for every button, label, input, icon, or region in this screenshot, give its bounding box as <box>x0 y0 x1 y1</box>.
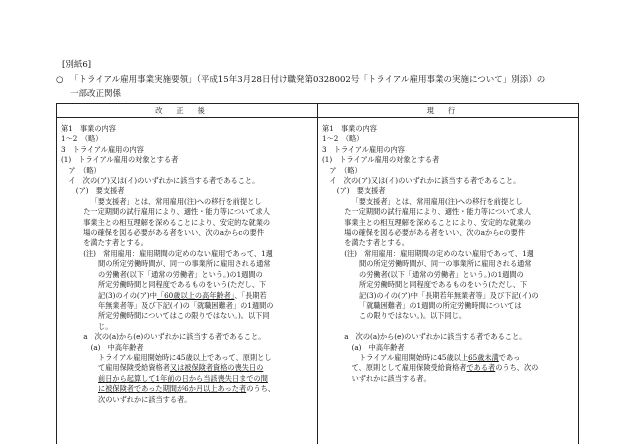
line-text: ア （略） <box>329 166 361 175</box>
header-current: 現行 <box>318 104 579 118</box>
line-text: 場の確保を図る必要がある者をいい、次のaからcの要件 <box>83 228 264 237</box>
left-line <box>61 249 313 259</box>
right-line <box>322 186 574 196</box>
right-line <box>322 238 574 248</box>
left-line <box>61 291 313 301</box>
right-line <box>322 332 574 342</box>
left-line <box>61 228 313 238</box>
heading-line-1: 「トライアル雇用事業実施要領」（平成15年3月28日付け職発第0328002号「トライアル雇用事業の実施について」別添）の <box>70 75 545 85</box>
circle-bullet: ○ <box>56 73 70 87</box>
line-text: 第1 事業の内容 <box>322 124 377 133</box>
right-line <box>322 280 574 290</box>
left-line <box>61 134 313 144</box>
right-line <box>322 155 574 165</box>
line-text: 記(3)のイの(ア)中「長期若年無業者等」及び下記(イ)の <box>359 291 539 300</box>
line-text: を満たす者とする。 <box>83 238 148 247</box>
line-text: であっ <box>499 353 521 362</box>
left-line <box>61 197 313 207</box>
line-text: た一定期間の試行雇用により、適性・能力等について求人 <box>83 207 270 216</box>
left-line <box>61 395 313 405</box>
header-revised: 改正後 <box>57 104 318 118</box>
line-text: イ 次の(ア)又は(イ)のいずれかに該当する者であること。 <box>68 176 259 185</box>
line-text: のうち、 <box>246 384 275 393</box>
left-line <box>61 332 313 342</box>
left-line <box>61 343 313 353</box>
line-text: 事業主との相互理解を深めることにより、安定的な就業の <box>83 218 270 227</box>
line-text: 所定労働時間と同程度であるものをいう(ただし、下 <box>98 280 266 289</box>
left-line <box>61 322 313 332</box>
left-line <box>61 238 313 248</box>
line-text: 3 トライアル雇用の内容 <box>61 145 144 154</box>
line-text: トライアル雇用開始時に45歳以上であって、原則とし <box>98 353 272 362</box>
line-text: て雇用保険受給資格者 <box>98 363 170 372</box>
line-text: 事業主との相互理解を深めることにより、安定的な就業の <box>344 218 531 227</box>
line-text: (1) トライアル雇用の対象とする者 <box>322 155 439 164</box>
section-heading <box>56 73 576 101</box>
line-text: a 次の(a)から(e)のいずれかに該当する者であること。 <box>83 332 265 341</box>
left-line <box>61 124 313 134</box>
line-text: 所定労働時間についてはこの限りではない。)。以下同 <box>98 311 270 320</box>
right-line <box>322 228 574 238</box>
line-text: じ。 <box>98 322 112 331</box>
line-text: イ 次の(ア)又は(イ)のいずれかに該当する者であること。 <box>329 176 520 185</box>
line-text: 1～2 （略） <box>61 134 102 143</box>
right-line <box>322 322 574 332</box>
right-line <box>322 145 574 155</box>
line-text: この限りではない。)。以下同じ。 <box>359 311 466 320</box>
line-text: 所定労働時間と同程度であるものをいう(ただし、下 <box>359 280 527 289</box>
left-line <box>61 218 313 228</box>
line-text: 「就職困難者」の1週間の所定労働時間については <box>359 301 522 310</box>
line-text: を満たす者とする。 <box>344 238 409 247</box>
left-line <box>61 270 313 280</box>
right-line <box>322 363 574 373</box>
left-line <box>61 280 313 290</box>
left-line <box>61 186 313 196</box>
line-text: 記(3)のイの(ア)中 <box>98 291 157 300</box>
line-text: いずれかに該当する者。 <box>352 374 431 383</box>
current-column <box>318 118 579 444</box>
left-line <box>61 311 313 321</box>
line-text: (注) 常用雇用：雇用期間の定めのない雇用であって、1週 <box>83 249 273 258</box>
heading-line-2: 一部改正関係 <box>56 87 576 101</box>
line-text: (ア) 要支援者 <box>337 186 386 195</box>
line-text: 場の確保を図る必要がある者をいい、次のaからcの要件 <box>344 228 525 237</box>
right-line <box>322 301 574 311</box>
right-line <box>322 343 574 353</box>
underlined-change: 又は被保険者資格の喪失日の <box>170 363 263 372</box>
left-line <box>61 155 313 165</box>
underlined-change: 「60歳以上の高年齢者」 <box>157 291 234 300</box>
line-text: (a) 中高年齢者 <box>91 343 144 352</box>
line-text: 間の所定労働時間が、同一の事業所に雇用される通常 <box>359 259 532 268</box>
left-line <box>61 166 313 176</box>
right-line <box>322 311 574 321</box>
left-line <box>61 207 313 217</box>
right-line <box>322 134 574 144</box>
underlined-change: 65歳未満 <box>468 353 499 362</box>
line-text: て、原則として雇用保険受給資格者 <box>352 363 467 372</box>
line-text: ア （略） <box>68 166 100 175</box>
line-text: (ア) 要支援者 <box>76 186 125 195</box>
right-line <box>322 218 574 228</box>
line-text: 年無業者等」及び下記(イ)の「就職困難者」の1週間の <box>98 301 274 310</box>
underlined-change: 前日から起算して1年前の日から当該喪失日までの間 <box>98 374 268 383</box>
left-line <box>61 353 313 363</box>
right-line <box>322 166 574 176</box>
right-line <box>322 176 574 186</box>
line-text: 、「長期若 <box>234 291 266 300</box>
left-line <box>61 384 313 394</box>
left-line <box>61 176 313 186</box>
left-line <box>61 259 313 269</box>
right-line <box>322 353 574 363</box>
appendix-label: [別紙6] <box>62 58 91 70</box>
line-text: 間の所定労働時間が、同一の事業所に雇用される通常 <box>98 259 271 268</box>
line-text: の労働者(以下「通常の労働者」という。)の1週間の <box>359 270 524 279</box>
left-line <box>61 374 313 384</box>
left-line <box>61 145 313 155</box>
line-text: 第1 事業の内容 <box>61 124 116 133</box>
line-text: の労働者(以下「通常の労働者」という。)の1週間の <box>98 270 263 279</box>
right-line <box>322 291 574 301</box>
right-line <box>322 124 574 134</box>
right-line <box>322 207 574 217</box>
left-line <box>61 301 313 311</box>
underlined-change: に被保険者であった期間が6か月以上あった者 <box>98 384 246 393</box>
line-text: (注) 常用雇用：雇用期間の定めのない雇用であって、1週 <box>344 249 534 258</box>
right-line <box>322 249 574 259</box>
line-text: 「要支援者」とは、常用雇用(注)への移行を前提とし <box>91 197 262 206</box>
comparison-table <box>56 103 579 444</box>
line-text: のうち、次の <box>495 363 538 372</box>
line-text: 次のいずれかに該当する者。 <box>98 395 191 404</box>
right-line <box>322 374 574 384</box>
right-line <box>322 259 574 269</box>
right-line <box>322 270 574 280</box>
right-line <box>322 197 574 207</box>
line-text: a 次の(a)から(e)のいずれかに該当する者であること。 <box>344 332 526 341</box>
line-text: トライアル雇用開始時に45歳以上 <box>359 353 468 362</box>
line-text: 3 トライアル雇用の内容 <box>322 145 405 154</box>
left-line <box>61 363 313 373</box>
line-text: た一定期間の試行雇用により、適性・能力等について求人 <box>344 207 531 216</box>
revised-column <box>57 118 318 444</box>
line-text: (a) 中高年齢者 <box>352 343 405 352</box>
line-text: 「要支援者」とは、常用雇用(注)への移行を前提とし <box>352 197 523 206</box>
line-text: 1～2 （略） <box>322 134 363 143</box>
underlined-change: である者 <box>466 363 495 372</box>
line-text: (1) トライアル雇用の対象とする者 <box>61 155 178 164</box>
